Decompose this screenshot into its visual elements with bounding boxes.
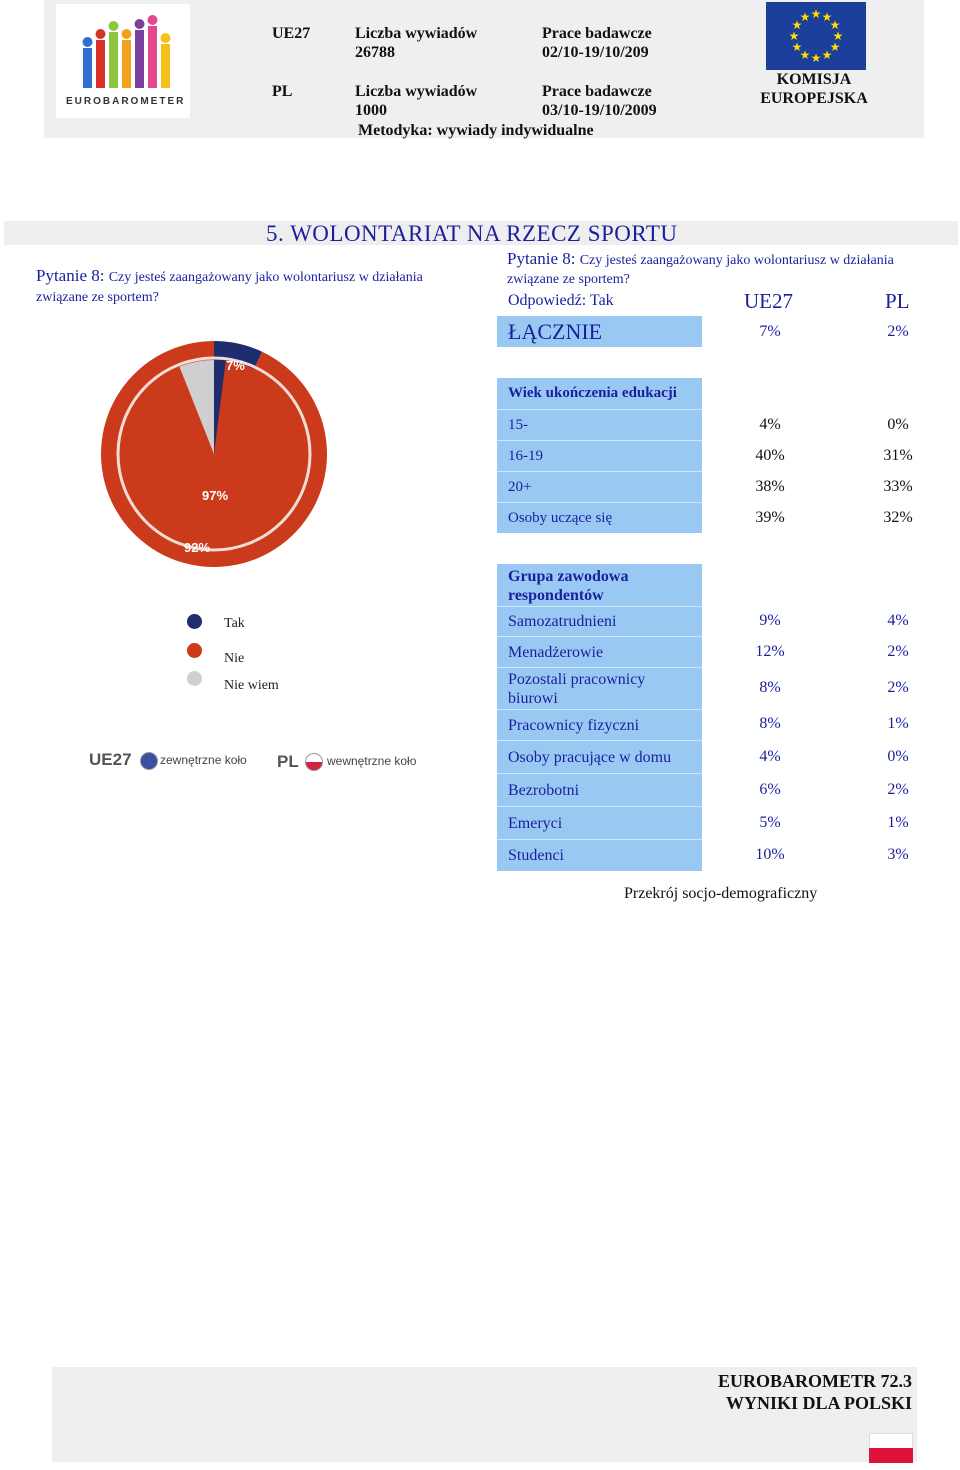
ring-legend-pl-label: PL [277, 752, 299, 771]
footer-line2: WYNIKI DLA POLSKI [725, 1393, 912, 1413]
occupation-row-label: Studenci [497, 839, 702, 871]
occupation-row-ue: 4% [759, 748, 781, 765]
occupation-row-ue: 6% [759, 781, 781, 798]
fieldwork-value-ue: 02/10-19/10/209 [542, 44, 649, 61]
total-ue: 7% [759, 323, 781, 340]
legend-dot-nie-wiem [187, 671, 202, 686]
occupation-row-label: Bezrobotni [497, 773, 702, 806]
occupation-row-pl: 3% [887, 846, 909, 863]
pie-label-outer-tak: 7% [226, 358, 245, 373]
right-question [507, 249, 947, 289]
legend-label-nie-wiem: Nie wiem [224, 678, 279, 693]
cross-section-caption: Przekrój socjo-demograficzny [624, 885, 818, 902]
occupation-row-label: Samozatrudnieni [497, 606, 702, 636]
education-row-ue: 40% [755, 447, 785, 464]
logo-wordmark: EUROBAROMETER [66, 96, 186, 107]
eurobarometer-logo [56, 4, 190, 118]
legend-label-tak: Tak [224, 616, 245, 631]
eu-star-icon: ★ [791, 40, 803, 54]
pie-label-outer-nie: 97% [202, 488, 229, 503]
pie-label-inner-nie: 92% [184, 540, 211, 555]
occupation-row-ue: 5% [759, 814, 781, 831]
occupation-row-label: Pracownicy fizyczni [497, 709, 702, 740]
region-pl: PL [272, 83, 293, 100]
fieldwork-value-pl: 03/10-19/10/2009 [542, 102, 657, 119]
occupation-row-pl: 4% [887, 612, 909, 629]
interviews-label-pl: Liczba wywiadów [355, 83, 478, 100]
footer-line1: EUROBAROMETR 72.3 [717, 1371, 912, 1391]
eu-star-icon: ★ [810, 7, 822, 21]
ring-legend-ue-text: zewnętrzne koło [160, 753, 247, 767]
legend-label-nie: Nie [224, 651, 245, 666]
left-question-prefix: Pytanie 8: [36, 266, 109, 285]
footer-title [650, 1370, 912, 1414]
right-question-line2: związane ze sportem? [507, 272, 630, 287]
education-row-label: 15- [497, 409, 702, 440]
commission-line1: KOMISJA [776, 71, 852, 88]
education-row-pl: 0% [887, 416, 909, 433]
occupation-row-pl: 1% [887, 715, 909, 732]
education-row-label: 16-19 [497, 440, 702, 471]
section-title: 5. WOLONTARIAT NA RZECZ SPORTU [266, 221, 678, 246]
column-header-pl: PL [885, 289, 910, 313]
occupation-row-pl: 2% [887, 781, 909, 798]
pie-chart [98, 338, 330, 570]
education-row-label: Osoby uczące się [497, 502, 702, 533]
method-text: Metodyka: wywiady indywidualne [358, 122, 594, 139]
occupation-row-label: Menadżerowie [497, 636, 702, 667]
eu-star-icon: ★ [788, 29, 800, 43]
occupation-row-pl: 0% [887, 748, 909, 765]
occupation-heading [497, 564, 702, 606]
interviews-value-ue: 26788 [355, 44, 395, 61]
eu-star-icon: ★ [810, 51, 822, 65]
ring-legend-pl-text: wewnętrzne koło [327, 754, 417, 768]
occupation-row-ue: 8% [759, 679, 781, 696]
occupation-row-label: Osoby pracujące w domu [497, 740, 702, 773]
occupation-row-label: Emeryci [497, 806, 702, 839]
education-row-pl: 32% [883, 509, 913, 526]
occupation-row-pl: 2% [887, 679, 909, 696]
occupation-heading-line1: Grupa zawodowa [508, 568, 629, 585]
polish-flag-icon [869, 1433, 913, 1463]
eu-star-icon: ★ [821, 48, 833, 63]
occupation-row-pl: 1% [887, 814, 909, 831]
eu-star-icon: ★ [821, 9, 833, 24]
pl-inner-ring-icon [305, 753, 323, 771]
eu-star-icon: ★ [799, 48, 811, 63]
occupation-row-ue: 9% [759, 612, 781, 629]
education-row-ue: 39% [755, 509, 785, 526]
legend-dot-nie [187, 643, 202, 658]
commission-line2: EUROPEJSKA [760, 90, 868, 107]
occupation-row-ue: 8% [759, 715, 781, 732]
education-row-pl: 31% [883, 447, 913, 464]
occupation-row-label [497, 667, 702, 709]
right-question-prefix: Pytanie 8: [507, 249, 580, 268]
eu-star-icon: ★ [829, 18, 841, 32]
eu-flag-icon [766, 2, 866, 70]
education-row-ue: 4% [759, 416, 781, 433]
education-row-label: 20+ [497, 471, 702, 502]
occupation-heading-line2: respondentów [508, 587, 604, 604]
total-label: ŁĄCZNIE [497, 316, 702, 347]
answer-label: Odpowiedź: Tak [508, 292, 614, 309]
eu-star-icon: ★ [832, 29, 844, 43]
total-pl: 2% [887, 323, 909, 340]
right-question-line1: Czy jesteś zaangażowany jako wolontariusz w działania [579, 253, 894, 268]
education-row-pl: 33% [883, 478, 913, 495]
pie-chart-svg [98, 338, 330, 570]
occupation-row-label-line1: Pozostali pracownicy [508, 671, 646, 688]
occupation-row-pl: 2% [887, 643, 909, 660]
education-row-ue: 38% [755, 478, 785, 495]
fieldwork-label-pl: Prace badawcze [542, 83, 652, 100]
occupation-row-ue: 12% [755, 643, 785, 660]
legend-dot-tak [187, 614, 202, 629]
occupation-row-ue: 10% [755, 846, 785, 863]
european-commission [742, 70, 886, 108]
region-ue27: UE27 [272, 25, 311, 42]
eu-star-icon: ★ [791, 18, 803, 32]
ue-outer-ring-icon [140, 752, 158, 770]
eu-star-icon: ★ [829, 40, 841, 54]
occupation-row-label-line2: biurowi [508, 690, 558, 707]
ring-legend-ue-label: UE27 [89, 750, 132, 769]
interviews-label-ue: Liczba wywiadów [355, 25, 478, 42]
interviews-value-pl: 1000 [355, 102, 387, 119]
column-header-ue27: UE27 [744, 289, 793, 313]
left-question-text: Czy jesteś zaangażowany jako wolontariusz w działania związane ze sportem? [36, 270, 423, 305]
education-heading: Wiek ukończenia edukacji [497, 378, 702, 409]
left-question [36, 266, 476, 307]
eu-star-icon: ★ [799, 9, 811, 24]
fieldwork-label-ue: Prace badawcze [542, 25, 652, 42]
